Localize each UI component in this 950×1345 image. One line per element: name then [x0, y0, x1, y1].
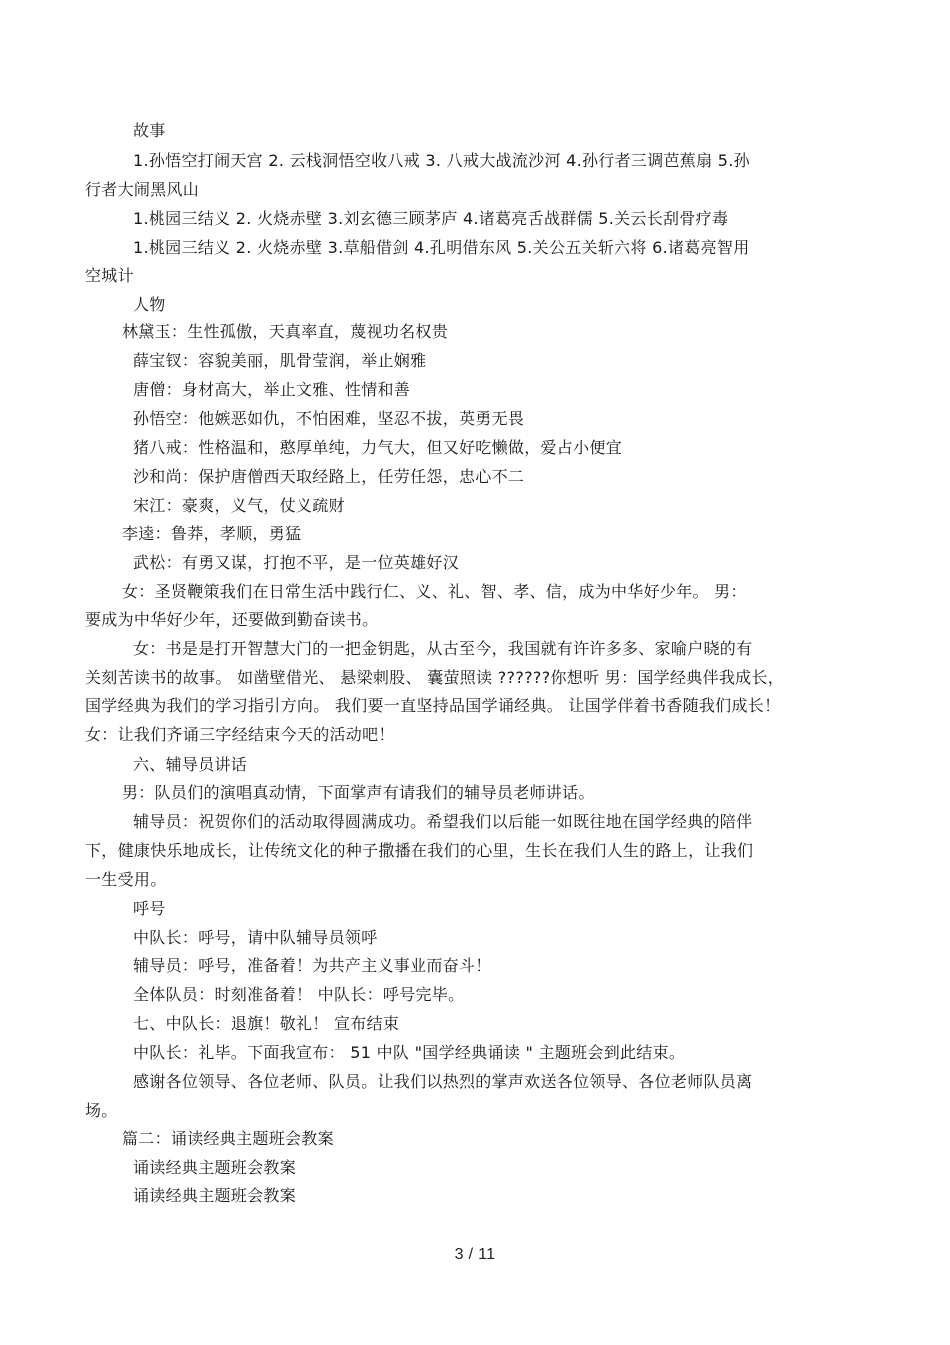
text-line: 感谢各位领导、各位老师、队员。让我们以热烈的掌声欢送各位领导、各位老师队员离 [133, 1072, 753, 1091]
text-line: 1.孙悟空打闹天宫 2. 云栈洞悟空收八戒 3. 八戒大战流沙河 4.孙行者三调芭蕉扇 5.孙 [133, 151, 750, 170]
text-line: 关刻苦读书的故事。 如凿壁借光、 悬梁刺股、 囊萤照读 ??????你想听 男：国学经典伴我成长， [85, 668, 785, 687]
text-line: 诵读经典主题班会教案 [133, 1158, 297, 1177]
text-line: 下，健康快乐地成长，让传统文化的种子撒播在我们的心里，生长在我们人生的路上，让我们 [85, 841, 754, 860]
text-line: 故事 [133, 121, 166, 140]
text-line: 要成为中华好少年，还要做到勤奋读书。 [85, 610, 379, 629]
text-line: 中队长：礼毕。下面我宣布： 51 中队 "国学经典诵读 " 主题班会到此结束。 [133, 1043, 686, 1062]
text-line: 武松：有勇又谋，打抱不平，是一位英雄好汉 [133, 553, 460, 572]
section-heading: 七、中队长：退旗！敬礼！ 宣布结束 [133, 1014, 400, 1033]
text-line: 薛宝钗：容貌美丽，肌骨莹润，举止娴雅 [133, 351, 427, 370]
text-line: 场。 [85, 1101, 118, 1120]
text-line: 唐僧：身材高大，举止文雅、性情和善 [133, 380, 411, 399]
text-line: 林黛玉：生性孤傲，天真率直，蔑视功名权贵 [122, 322, 449, 341]
page-number: 3 / 11 [454, 1246, 496, 1263]
text-line: 人物 [133, 295, 166, 314]
text-line: 一生受用。 [85, 870, 167, 889]
text-line: 诵读经典主题班会教案 [133, 1186, 297, 1205]
text-line: 孙悟空：他嫉恶如仇，不怕困难，坚忍不拔，英勇无畏 [133, 409, 525, 428]
text-line: 辅导员：祝贺你们的活动取得圆满成功。希望我们以后能一如既往地在国学经典的陪伴 [133, 812, 753, 831]
section-heading: 六、辅导员讲话 [133, 755, 248, 774]
text-line: 行者大闹黑风山 [85, 180, 200, 199]
text-line: 男：队员们的演唱真动情，下面掌声有请我们的辅导员老师讲话。 [122, 783, 595, 802]
text-line: 沙和尚：保护唐僧西天取经路上，任劳任怨，忠心不二 [133, 467, 525, 486]
text-line: 中队长：呼号，请中队辅导员领呼 [133, 928, 378, 947]
text-line: 女：圣贤鞭策我们在日常生活中践行仁、义、礼、智、孝、信，成为中华好少年。 男： [122, 582, 747, 601]
text-line: 李逵：鲁莽，孝顺，勇猛 [122, 524, 302, 543]
text-line: 全体队员：时刻准备着！ 中队长：呼号完毕。 [133, 985, 465, 1004]
text-line: 呼号 [133, 899, 166, 918]
text-line: 空城计 [85, 266, 134, 285]
text-line: 宋江：豪爽，义气，仗义疏财 [133, 496, 345, 515]
text-line: 国学经典为我们的学习指引方向。 我们要一直坚持品国学诵经典。 让国学伴着书香随我们成长！ [85, 696, 781, 715]
section-heading: 篇二：诵读经典主题班会教案 [122, 1129, 334, 1148]
text-line: 1.桃园三结义 2. 火烧赤壁 3.刘玄德三顾茅庐 4.诸葛亮舌战群儒 5.关云长刮骨疗毒 [133, 209, 729, 228]
text-line: 女：让我们齐诵三字经结束今天的活动吧！ [85, 725, 395, 744]
text-line: 辅导员：呼号，准备着！为共产主义事业而奋斗！ [133, 956, 492, 975]
text-line: 1.桃园三结义 2. 火烧赤壁 3.草船借剑 4.孔明借东风 5.关公五关斩六将 6.诸葛亮智用 [133, 238, 750, 257]
text-line: 女：书是是打开智慧大门的一把金钥匙，从古至今，我国就有许许多多、家喻户晓的有 [133, 639, 753, 658]
text-line: 猪八戒：性格温和，憨厚单纯，力气大，但又好吃懒做，爱占小便宜 [133, 438, 623, 457]
